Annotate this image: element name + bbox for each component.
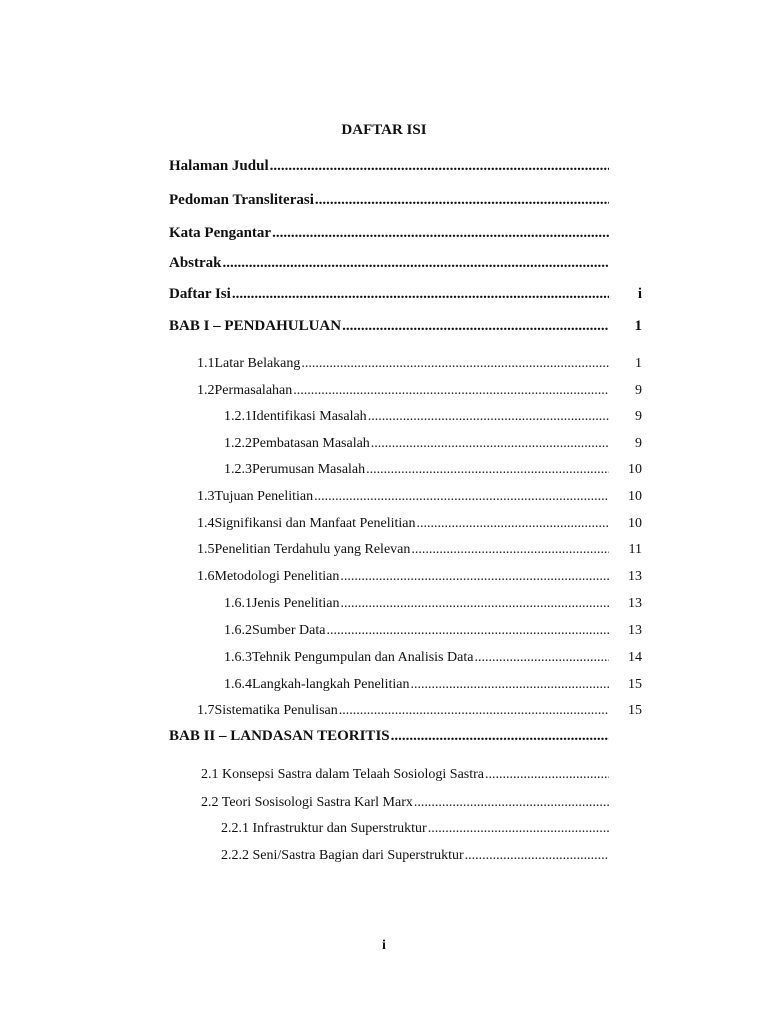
toc-leader — [301, 355, 609, 372]
toc-label: Jenis Penelitian — [252, 596, 340, 611]
toc-leader — [410, 676, 609, 693]
toc-label: 2.2.2 Seni/Sastra Bagian dari Superstruktur — [221, 848, 464, 863]
page-number-footer: i — [382, 938, 386, 953]
toc-page-number: 13 — [628, 623, 642, 638]
toc-leader — [411, 541, 609, 558]
toc-page-number: 9 — [635, 383, 642, 398]
toc-leader — [270, 157, 609, 175]
toc-number: 1.2.3 — [224, 462, 252, 477]
toc-entry-2-2[interactable] — [201, 794, 609, 811]
toc-entry-1-2-2[interactable] — [224, 435, 609, 452]
toc-leader — [391, 727, 609, 745]
toc-entry-1-4[interactable] — [197, 515, 609, 532]
toc-leader — [272, 224, 609, 242]
toc-entry-halaman-judul[interactable] — [169, 157, 609, 175]
toc-leader — [341, 595, 610, 612]
toc-entry-1-2-1[interactable] — [224, 408, 609, 425]
toc-page-number: 9 — [635, 409, 642, 424]
toc-label: 2.1 Konsepsi Sastra dalam Telaah Sosiologi Sastra — [201, 767, 485, 782]
toc-label: Kata Pengantar — [169, 225, 272, 241]
toc-entry-pedoman-transliterasi[interactable] — [169, 191, 609, 209]
toc-entry-2-2-1[interactable] — [221, 820, 609, 837]
toc-label: Sumber Data — [252, 623, 326, 638]
toc-leader — [293, 382, 609, 399]
toc-entry-1-2-3[interactable] — [224, 461, 609, 478]
toc-label: Sistematika Penulisan — [214, 703, 338, 718]
toc-entry-1-7[interactable] — [197, 702, 609, 719]
toc-entry-1-6-4[interactable] — [224, 676, 609, 693]
toc-leader — [474, 649, 609, 666]
toc-leader — [340, 568, 609, 585]
toc-leader — [417, 515, 609, 532]
toc-number: 1.6.2 — [224, 623, 252, 638]
toc-number: 1.5 — [197, 542, 215, 557]
toc-number: 1.3 — [197, 489, 215, 504]
toc-entry-1-2[interactable] — [197, 382, 609, 399]
toc-page-number: 14 — [628, 650, 642, 665]
toc-number: 1.1 — [197, 356, 215, 371]
toc-leader — [465, 847, 609, 864]
toc-entry-1-1[interactable] — [197, 355, 609, 372]
toc-label: 2.2 Teori Sosisologi Sastra Karl Marx — [201, 795, 413, 810]
toc-label: Latar Belakang — [214, 356, 301, 371]
toc-page-number: 11 — [628, 542, 642, 557]
toc-label: Langkah-langkah Penelitian — [252, 677, 410, 692]
toc-leader — [428, 820, 609, 837]
toc-page-number: 10 — [628, 462, 642, 477]
toc-number: 1.2.2 — [224, 436, 252, 451]
toc-page-number: i — [637, 286, 642, 302]
toc-entry-1-6-1[interactable] — [224, 595, 609, 612]
toc-page-number: 13 — [628, 596, 642, 611]
toc-label: 2.2.1 Infrastruktur dan Superstruktur — [221, 821, 427, 836]
toc-number: 1.6 — [197, 569, 215, 584]
toc-leader — [232, 285, 609, 303]
toc-page-number: 15 — [628, 703, 642, 718]
toc-page-number: 10 — [628, 516, 642, 531]
toc-entry-1-6-2[interactable] — [224, 622, 609, 639]
toc-entry-bab-1[interactable] — [169, 317, 609, 335]
toc-label: Perumusan Masalah — [252, 462, 366, 477]
toc-label: BAB II – LANDASAN TEORITIS — [169, 728, 390, 744]
toc-number: 1.4 — [197, 516, 215, 531]
toc-label: BAB I – PENDAHULUAN — [169, 318, 342, 334]
toc-entry-kata-pengantar[interactable] — [169, 224, 609, 242]
toc-entry-2-2-2[interactable] — [221, 847, 609, 864]
toc-label: Metodologi Penelitian — [214, 569, 340, 584]
toc-number: 1.7 — [197, 703, 215, 718]
toc-label: Signifikansi dan Manfaat Penelitian — [214, 516, 416, 531]
toc-entry-1-3[interactable] — [197, 488, 609, 505]
toc-label: Permasalahan — [214, 383, 293, 398]
toc-leader — [342, 317, 609, 335]
toc-leader — [339, 702, 609, 719]
toc-entry-1-6-3[interactable] — [224, 649, 609, 666]
toc-entry-1-5[interactable] — [197, 541, 609, 558]
toc-page-number: 9 — [635, 436, 642, 451]
toc-label: Identifikasi Masalah — [252, 409, 367, 424]
toc-label: Tujuan Penelitian — [214, 489, 314, 504]
toc-leader — [414, 794, 609, 811]
toc-leader — [371, 435, 609, 452]
toc-label: Penelitian Terdahulu yang Relevan — [214, 542, 411, 557]
toc-label: Halaman Judul — [169, 158, 269, 174]
toc-label: Tehnik Pengumpulan dan Analisis Data — [252, 650, 474, 665]
toc-page-number: 15 — [628, 677, 642, 692]
toc-number: 1.2.1 — [224, 409, 252, 424]
toc-number: 1.6.3 — [224, 650, 252, 665]
toc-leader — [485, 766, 609, 783]
toc-entry-2-1[interactable] — [201, 766, 609, 783]
toc-page-number: 10 — [628, 489, 642, 504]
toc-page-number: 1 — [635, 356, 642, 371]
toc-label: Abstrak — [169, 255, 222, 271]
toc-number: 1.6.1 — [224, 596, 252, 611]
toc-entry-1-6[interactable] — [197, 568, 609, 585]
toc-leader — [315, 191, 609, 209]
toc-label: Daftar Isi — [169, 286, 231, 302]
toc-leader — [368, 408, 609, 425]
toc-page-number: 13 — [628, 569, 642, 584]
toc-leader — [366, 461, 609, 478]
toc-entry-abstrak[interactable] — [169, 254, 609, 272]
toc-entry-bab-2[interactable] — [169, 727, 609, 745]
page-title: DAFTAR ISI — [341, 122, 427, 138]
toc-number: 1.2 — [197, 383, 215, 398]
toc-number: 1.6.4 — [224, 677, 252, 692]
toc-leader — [326, 622, 609, 639]
toc-label: Pedoman Transliterasi — [169, 192, 314, 208]
toc-leader — [314, 488, 609, 505]
toc-entry-daftar-isi[interactable] — [169, 285, 609, 303]
toc-label: Pembatasan Masalah — [252, 436, 370, 451]
toc-leader — [223, 254, 609, 272]
toc-page-number: 1 — [634, 318, 642, 334]
